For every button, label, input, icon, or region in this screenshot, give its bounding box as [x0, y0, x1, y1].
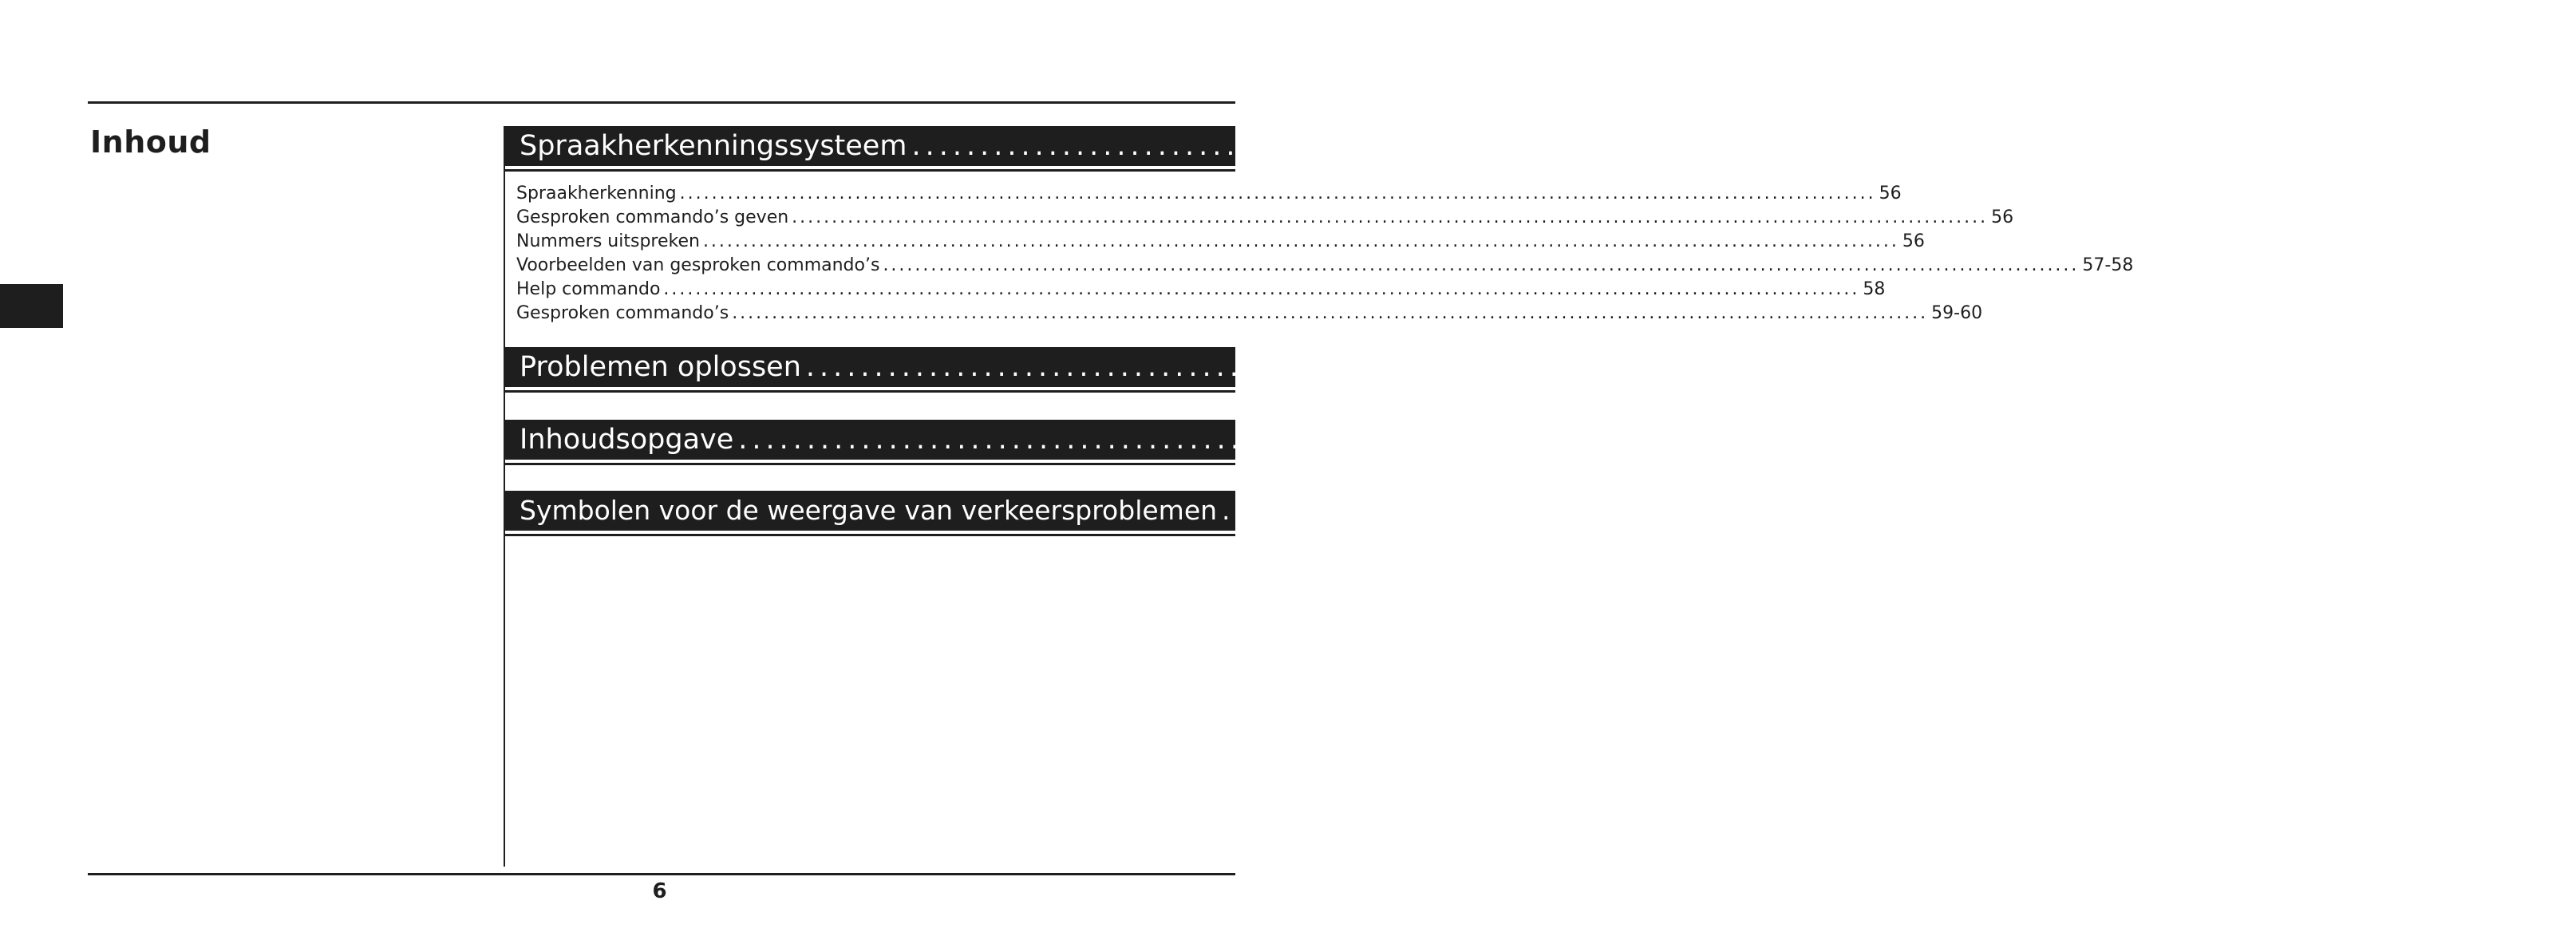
section-rule — [504, 463, 1235, 465]
toc-section-pages: 64 — [2542, 495, 2576, 526]
toc-entry[interactable] — [516, 254, 2134, 278]
toc-entry-pages: 57-58 — [2082, 255, 2134, 275]
dot-leader: .................................................................................................... — [738, 424, 2105, 456]
page-number: 6 — [652, 879, 667, 903]
section-rule — [504, 534, 1235, 536]
toc-entry[interactable] — [516, 230, 1925, 254]
toc-entry-title: Nummers uitspreken — [516, 231, 700, 251]
toc-entry-pages: 56 — [1991, 207, 2014, 227]
toc-entry[interactable] — [516, 182, 1902, 206]
toc-section-title: Inhoudsopgave — [520, 424, 734, 456]
toc-entry[interactable] — [516, 302, 1983, 326]
toc-section-title: Problemen oplossen — [520, 351, 801, 383]
section-rule — [504, 390, 1235, 393]
toc-section — [504, 347, 2259, 393]
chapter-tab-marker — [0, 284, 63, 328]
toc-section — [504, 126, 2365, 326]
table-of-contents — [504, 126, 2576, 536]
toc-section — [504, 420, 2146, 465]
toc-section-pages: 61-62 — [2177, 351, 2259, 383]
toc-entry-title: Voorbeelden van gesproken commando’s — [516, 255, 880, 275]
toc-entry-pages: 58 — [1863, 279, 1886, 299]
dot-leader: .................................................................................................... — [1222, 495, 2538, 526]
toc-section-pages: 56-60 — [2283, 130, 2365, 162]
dot-leader: ...................................................................................................................................................... — [663, 279, 1860, 299]
toc-section-heading[interactable] — [504, 420, 2146, 460]
toc-section-heading[interactable] — [504, 126, 2365, 166]
toc-entry-title: Gesproken commando’s geven — [516, 207, 789, 227]
dot-leader: ...................................................................................................................................................... — [792, 207, 1989, 227]
dot-leader: ...................................................................................................................................................... — [883, 255, 2080, 275]
toc-section — [504, 491, 2576, 536]
toc-entry-title: Spraakherkenning — [516, 184, 677, 203]
toc-section-pages: 63 — [2109, 424, 2146, 456]
dot-leader: ...................................................................................................................................................... — [732, 303, 1929, 323]
top-rule — [88, 101, 1235, 104]
toc-entry-pages: 59-60 — [1931, 303, 1983, 323]
page-title: Inhoud — [90, 124, 211, 160]
toc-entry-list — [504, 172, 2134, 326]
toc-entry-title: Help commando — [516, 279, 661, 299]
toc-entry[interactable] — [516, 206, 2014, 230]
dot-leader: ...................................................................................................................................................... — [679, 184, 1876, 203]
toc-entry-title: Gesproken commando’s — [516, 303, 729, 323]
dot-leader: .................................................................................................... — [911, 130, 2278, 162]
toc-entry[interactable] — [516, 278, 1886, 302]
toc-section-title: Symbolen voor de weergave van verkeersproblemen — [520, 495, 1218, 526]
bottom-rule — [88, 873, 1235, 875]
dot-leader: .................................................................................................... — [805, 351, 2173, 383]
toc-section-title: Spraakherkenningssysteem — [520, 130, 907, 162]
toc-entry-pages: 56 — [1902, 231, 1925, 251]
dot-leader: ...................................................................................................................................................... — [702, 231, 1899, 251]
toc-section-heading[interactable] — [504, 347, 2259, 387]
toc-entry-pages: 56 — [1879, 184, 1902, 203]
toc-section-heading[interactable] — [504, 491, 2576, 531]
